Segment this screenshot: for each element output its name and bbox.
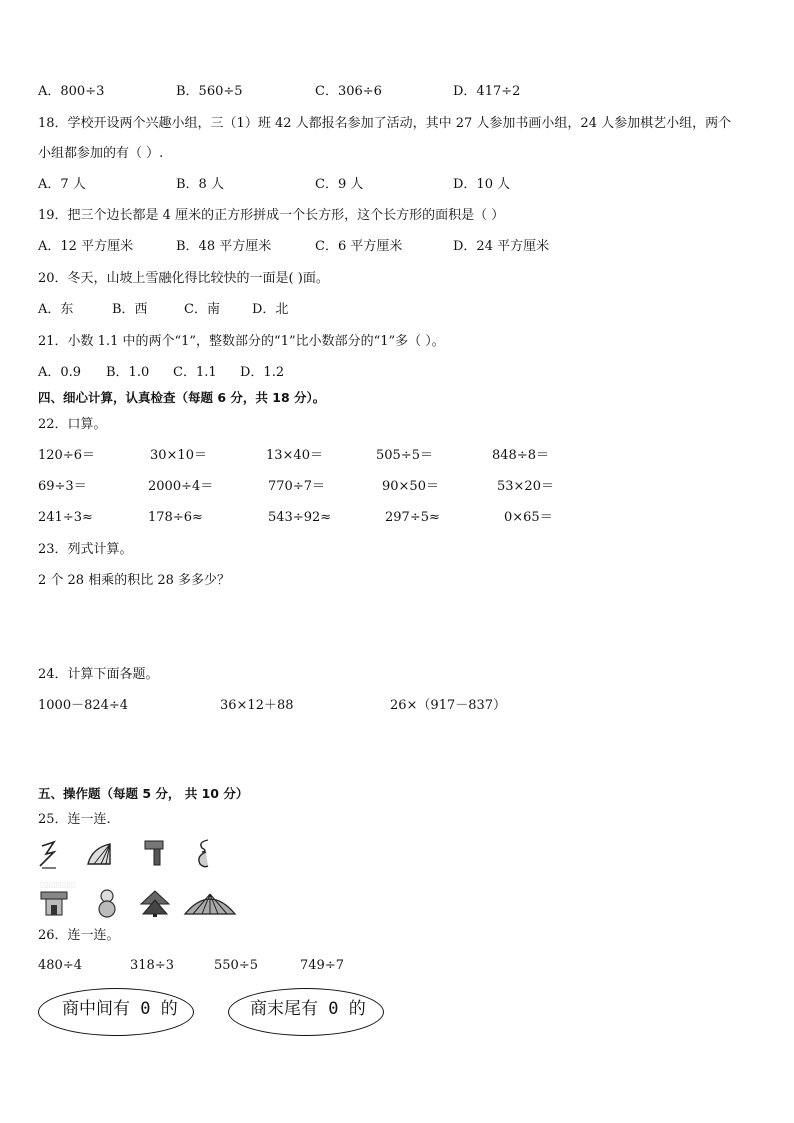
q20-option-b[interactable]: B．西 — [112, 302, 148, 317]
q22-item: 69÷3＝ — [38, 479, 87, 494]
half-lightning-icon[interactable] — [38, 840, 60, 870]
q22-item: 505÷5＝ — [376, 448, 433, 463]
q22-item: 297÷5≈ — [385, 510, 440, 525]
q20-option-a[interactable]: A．东 — [38, 302, 74, 317]
q25-title: 25．连一连. — [38, 812, 111, 827]
q21-option-d[interactable]: D．1.2 — [240, 365, 285, 380]
umbrella-icon[interactable] — [183, 890, 237, 916]
q22-item: 543÷92≈ — [268, 510, 332, 525]
q19-option-b[interactable]: B．48 平方厘米 — [176, 239, 272, 254]
q24-title: 24．计算下面各题。 — [38, 667, 159, 682]
q22-item: 2000÷4＝ — [148, 479, 214, 494]
q19-option-a[interactable]: A．12 平方厘米 — [38, 239, 134, 254]
q21-text: 21．小数 1.1 中的两个“1”，整数部分的“1”比小数部分的“1”多（ ）。 — [38, 334, 445, 349]
q22-item: 770÷7＝ — [268, 479, 325, 494]
q18-option-d[interactable]: D．10 人 — [453, 177, 511, 192]
q19-option-c[interactable]: C．6 平方厘米 — [315, 239, 403, 254]
q20-text: 20．冬天，山坡上雪融化得比较快的一面是( )面。 — [38, 271, 329, 286]
section-4-title: 四、细心计算，认真检查（每题 6 分，共 18 分）。 — [38, 390, 326, 405]
q26-title: 26．连一连。 — [38, 928, 120, 943]
q19-option-d[interactable]: D．24 平方厘米 — [453, 239, 550, 254]
q22-item: 120÷6＝ — [38, 448, 95, 463]
q23-text: 2 个 28 相乘的积比 28 多多少？ — [38, 573, 231, 588]
christmas-tree-icon[interactable] — [140, 890, 170, 918]
snowman-icon[interactable] — [95, 888, 119, 918]
q24-item: 1000－824÷4 — [38, 698, 129, 713]
q26-item[interactable]: 318÷3 — [130, 958, 174, 973]
watermark-ghost-icon: ▯▯▯▯▯▯▯▯ — [40, 880, 76, 889]
q21-option-a[interactable]: A．0.9 — [38, 365, 82, 380]
half-mushroom-icon[interactable] — [143, 838, 165, 868]
q18-option-b[interactable]: B．8 人 — [176, 177, 224, 192]
q26-item[interactable]: 550÷5 — [214, 958, 258, 973]
q17-option-a[interactable]: A．800÷3 — [38, 84, 105, 99]
oval-label-end-zero: 商末尾有 0 的 — [250, 999, 366, 1019]
half-snowman-icon[interactable] — [196, 838, 212, 870]
q18-text-line2: 小组都参加的有（ ）. — [38, 146, 164, 161]
q18-option-c[interactable]: C．9 人 — [315, 177, 364, 192]
q22-item: 30×10＝ — [150, 448, 207, 463]
q18-text-line1: 18．学校开设两个兴趣小组，三（1）班 42 人都报名参加了活动，其中 27 人参加书画小组，24 人参加棋艺小组，两个 — [38, 116, 732, 131]
q17-option-b[interactable]: B．560÷5 — [176, 84, 243, 99]
q22-item: 241÷3≈ — [38, 510, 93, 525]
q24-item: 26×（917－837） — [390, 698, 507, 713]
q22-item: 53×20＝ — [497, 479, 554, 494]
q26-item[interactable]: 749÷7 — [300, 958, 344, 973]
q21-option-b[interactable]: B．1.0 — [106, 365, 150, 380]
section-5-title: 五、操作题（每题 5 分， 共 10 分） — [38, 786, 249, 801]
q17-option-d[interactable]: D．417÷2 — [453, 84, 521, 99]
q20-option-d[interactable]: D．北 — [252, 302, 289, 317]
half-umbrella-icon[interactable] — [86, 840, 114, 866]
q17-option-c[interactable]: C．306÷6 — [315, 84, 382, 99]
q26-item[interactable]: 480÷4 — [38, 958, 82, 973]
q20-option-c[interactable]: C．南 — [184, 302, 220, 317]
q24-item: 36×12＋88 — [220, 698, 294, 713]
q22-item: 13×40＝ — [266, 448, 323, 463]
q22-item: 848÷8＝ — [492, 448, 549, 463]
q22-item: 0×65＝ — [504, 510, 553, 525]
house-icon[interactable] — [40, 890, 68, 918]
q22-title: 22．口算。 — [38, 417, 107, 432]
q19-text: 19．把三个边长都是 4 厘米的正方形拼成一个长方形，这个长方形的面积是（ ） — [38, 208, 505, 223]
q22-item: 178÷6≈ — [148, 510, 203, 525]
q21-option-c[interactable]: C．1.1 — [173, 365, 217, 380]
q23-title: 23．列式计算。 — [38, 542, 133, 557]
q22-item: 90×50＝ — [382, 479, 439, 494]
q18-option-a[interactable]: A．7 人 — [38, 177, 86, 192]
oval-label-middle-zero: 商中间有 0 的 — [62, 999, 178, 1019]
